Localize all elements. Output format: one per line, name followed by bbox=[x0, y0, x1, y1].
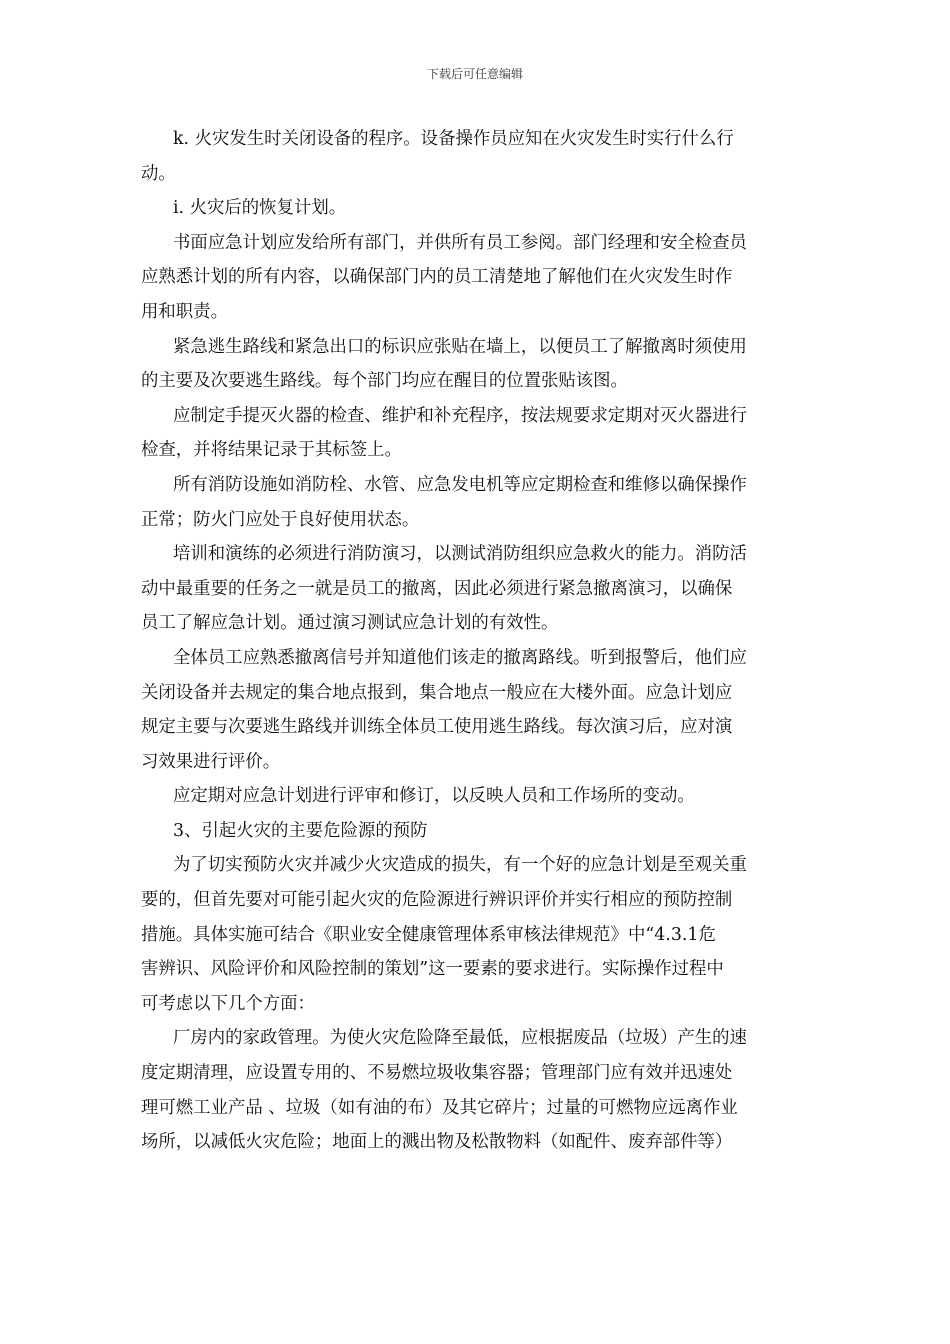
text-line: 规定主要与次要逃生路线并训练全体员工使用逃生路线。每次演习后，应对演 bbox=[141, 717, 733, 738]
section-heading-hazard-prevention bbox=[141, 814, 805, 849]
paragraph-recovery-plan bbox=[141, 191, 805, 226]
text-line: 关闭设备并去规定的集合地点报到，集合地点一般应在大楼外面。应急计划应 bbox=[141, 682, 733, 703]
text-line: 理可燃工业产品 、垃圾（如有油的布）及其它碎片；过量的可燃物应远离作业 bbox=[141, 1097, 738, 1118]
text-line: k. 火灾发生时关闭设备的程序。设备操作员应知在火灾发生时实行什么行 bbox=[173, 129, 734, 149]
text-line: 应制定手提灭火器的检查、维护和补充程序，按法规要求定期对灭火器进行 bbox=[173, 405, 747, 426]
text-line: 3、引起火灾的主要危险源的预防 bbox=[173, 820, 428, 841]
text-line: 措施。具体实施可结合《职业安全健康管理体系审核法律规范》中“4.3.1危 bbox=[141, 924, 716, 945]
text-line: 厂房内的家政管理。为使火灾危险降至最低，应根据废品（垃圾）产生的速 bbox=[173, 1028, 747, 1049]
text-line: 应熟悉计划的所有内容，以确保部门内的员工清楚地了解他们在火灾发生时作 bbox=[141, 267, 733, 288]
paragraph-escape-routes bbox=[141, 330, 805, 399]
text-line: 正常；防火门应处于良好使用状态。 bbox=[141, 509, 420, 530]
text-line: 员工了解应急计划。通过演习测试应急计划的有效性。 bbox=[141, 613, 559, 634]
paragraph-fire-facilities bbox=[141, 468, 805, 537]
paragraph-housekeeping bbox=[141, 1021, 805, 1159]
text-line: i. 火灾后的恢复计划。 bbox=[173, 198, 347, 219]
paragraph-written-plan bbox=[141, 226, 805, 330]
paragraph-plan-review bbox=[141, 779, 805, 814]
text-line: 用和职责。 bbox=[141, 301, 228, 322]
paragraph-drills bbox=[141, 537, 805, 641]
paragraph-hazard-identification bbox=[141, 848, 805, 1021]
text-line: 要的，但首先要对可能引起火灾的危险源进行辨识评价并实行相应的预防控制 bbox=[141, 890, 733, 911]
paragraph-extinguishers bbox=[141, 399, 805, 468]
text-line: 所有消防设施如消防栓、水管、应急发电机等应定期检查和维修以确保操作 bbox=[173, 474, 747, 495]
text-line: 检查，并将结果记录于其标签上。 bbox=[141, 440, 402, 461]
text-line: 度定期清理，应设置专用的、不易燃垃圾收集容器；管理部门应有效并迅速处 bbox=[141, 1063, 733, 1084]
page-header: 下载后可任意编辑 bbox=[426, 67, 523, 81]
text-line: 全体员工应熟悉撤离信号并知道他们该走的撤离路线。听到报警后，他们应 bbox=[173, 647, 747, 668]
text-line: 书面应急计划应发给所有部门，并供所有员工参阅。部门经理和安全检查员 bbox=[173, 232, 747, 253]
paragraph-shutdown-procedure bbox=[141, 122, 805, 191]
paragraph-evacuation bbox=[141, 641, 805, 779]
text-line: 为了切实预防火灾并减少火灾造成的损失，有一个好的应急计划是至观关重 bbox=[173, 855, 747, 876]
text-line: 可考虑以下几个方面： bbox=[141, 993, 315, 1014]
text-line: 培训和演练的必须进行消防演习，以测试消防组织应急救火的能力。消防活 bbox=[173, 544, 747, 565]
text-line: 害辨识、风险评价和风险控制的策划”这一要素的要求进行。实际操作过程中 bbox=[141, 959, 724, 980]
text-line: 动中最重要的任务之一就是员工的撤离，因此必须进行紧急撤离演习，以确保 bbox=[141, 578, 733, 599]
text-line: 的主要及次要逃生路线。每个部门均应在醒目的位置张贴该图。 bbox=[141, 371, 628, 392]
text-line: 场所，以减低火灾危险；地面上的溅出物及松散物料（如配件、废弃部件等） bbox=[141, 1132, 733, 1153]
text-line: 动。 bbox=[141, 163, 176, 184]
text-line: 习效果进行评价。 bbox=[141, 751, 281, 772]
text-line: 应定期对应急计划进行评审和修订，以反映人员和工作场所的变动。 bbox=[173, 786, 695, 807]
document-body bbox=[141, 122, 805, 1160]
text-line: 紧急逃生路线和紧急出口的标识应张贴在墙上，以便员工了解撤离时须使用 bbox=[173, 336, 747, 357]
